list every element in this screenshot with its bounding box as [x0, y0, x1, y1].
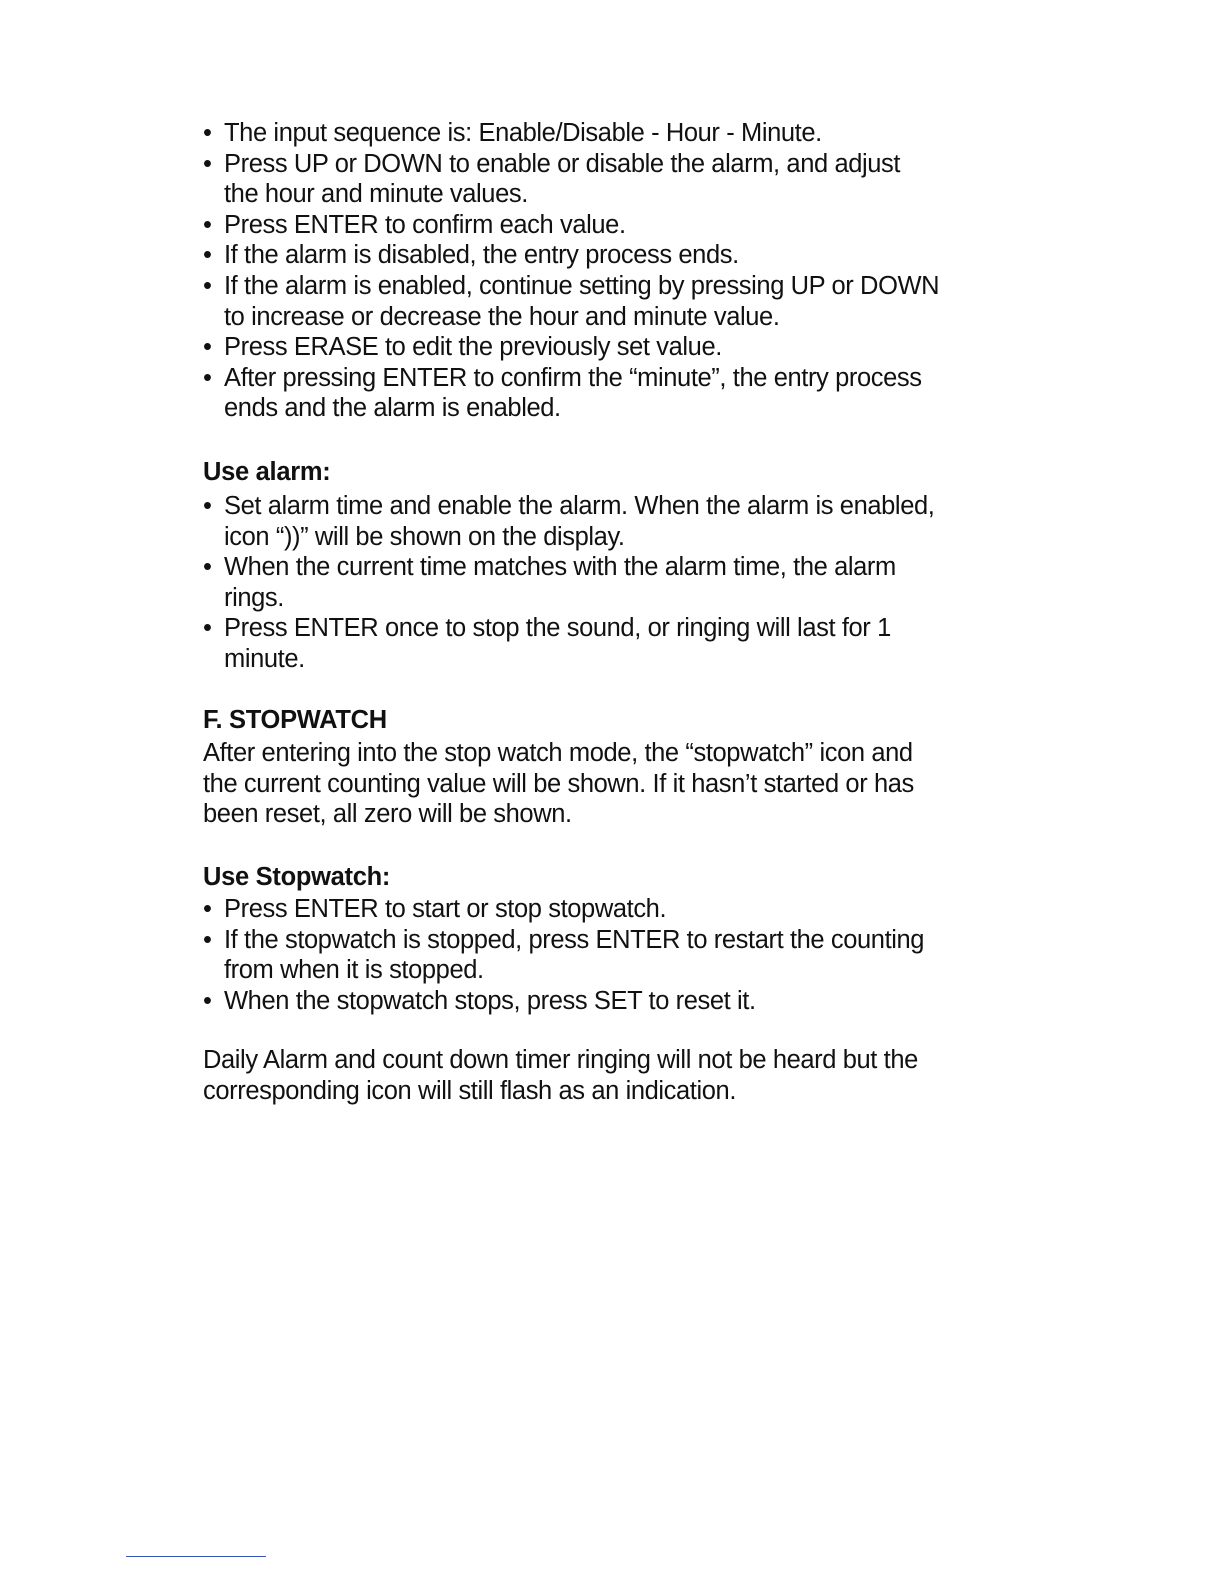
paragraph-line: Daily Alarm and count down timer ringing will not be heard but the: [203, 1046, 918, 1074]
list-item-text: icon “))” will be shown on the display.: [224, 522, 625, 551]
list-item: [203, 240, 1023, 271]
list-item-text: minute.: [224, 644, 305, 673]
list-item: [203, 210, 1023, 241]
bullet-icon: •: [203, 241, 212, 270]
list-item-text: Press ERASE to edit the previously set value.: [224, 333, 722, 362]
list-item-text: Press ENTER once to stop the sound, or ringing will last for 1: [224, 614, 891, 643]
list-item: [203, 491, 1023, 552]
use-stopwatch-heading: Use Stopwatch:: [203, 863, 391, 891]
list-item-text: Set alarm time and enable the alarm. When the alarm is enabled,: [224, 492, 935, 520]
ringing-note-paragraph: [203, 1045, 918, 1106]
bullet-icon: •: [203, 553, 212, 582]
list-item-text: If the stopwatch is stopped, press ENTER to restart the counting: [224, 925, 925, 954]
paragraph-line: been reset, all zero will be shown.: [203, 800, 572, 829]
paragraph-line: After entering into the stop watch mode, the “stopwatch” icon and: [203, 739, 913, 767]
bullet-icon: •: [203, 119, 212, 147]
bullet-icon: •: [203, 614, 212, 643]
list-item: [203, 363, 1023, 424]
list-item-text: If the alarm is enabled, continue setting by pressing UP or DOWN: [224, 271, 940, 300]
bullet-icon: •: [203, 492, 212, 520]
list-item-text: from when it is stopped.: [224, 956, 484, 985]
bullet-icon: •: [203, 149, 212, 178]
list-item-text: Press UP or DOWN to enable or disable the alarm, and adjust: [224, 149, 901, 178]
list-item: [203, 118, 1023, 149]
use-alarm-heading: Use alarm:: [203, 458, 331, 486]
list-item: [203, 894, 1023, 925]
list-item-text: the hour and minute values.: [224, 180, 528, 209]
list-item-text: to increase or decrease the hour and minute value.: [224, 302, 780, 331]
bullet-icon: •: [203, 363, 212, 392]
bullet-icon: •: [203, 333, 212, 362]
use-alarm-list: [203, 491, 1023, 675]
list-item-text: The input sequence is: Enable/Disable - Hour - Minute.: [224, 119, 822, 147]
list-item-text: Press ENTER to confirm each value.: [224, 210, 626, 239]
alarm-setting-list: [203, 118, 1023, 424]
list-item: [203, 271, 1023, 332]
list-item-text: When the stopwatch stops, press SET to reset it.: [224, 986, 756, 1015]
list-item: [203, 986, 1023, 1017]
stopwatch-intro-paragraph: [203, 738, 914, 830]
use-stopwatch-list: [203, 894, 1023, 1016]
list-item: [203, 613, 1023, 674]
paragraph-line: the current counting value will be shown. If it hasn’t started or has: [203, 769, 914, 798]
list-item-text: Press ENTER to start or stop stopwatch.: [224, 895, 667, 923]
paragraph-line: corresponding icon will still flash as an indication.: [203, 1076, 737, 1105]
stopwatch-section-heading: F. STOPWATCH: [203, 706, 387, 734]
list-item: [203, 332, 1023, 363]
bullet-icon: •: [203, 210, 212, 239]
list-item: [203, 149, 1023, 210]
list-item-text: If the alarm is disabled, the entry process ends.: [224, 241, 739, 270]
list-item-text: rings.: [224, 583, 284, 612]
list-item-text: When the current time matches with the alarm time, the alarm: [224, 553, 896, 582]
list-item: [203, 552, 1023, 613]
bullet-icon: •: [203, 895, 212, 923]
list-item-text: ends and the alarm is enabled.: [224, 394, 561, 423]
bullet-icon: •: [203, 986, 212, 1015]
bullet-icon: •: [203, 271, 212, 300]
footer-divider: [126, 1556, 266, 1557]
list-item: [203, 925, 1023, 986]
list-item-text: After pressing ENTER to confirm the “minute”, the entry process: [224, 363, 922, 392]
bullet-icon: •: [203, 925, 212, 954]
